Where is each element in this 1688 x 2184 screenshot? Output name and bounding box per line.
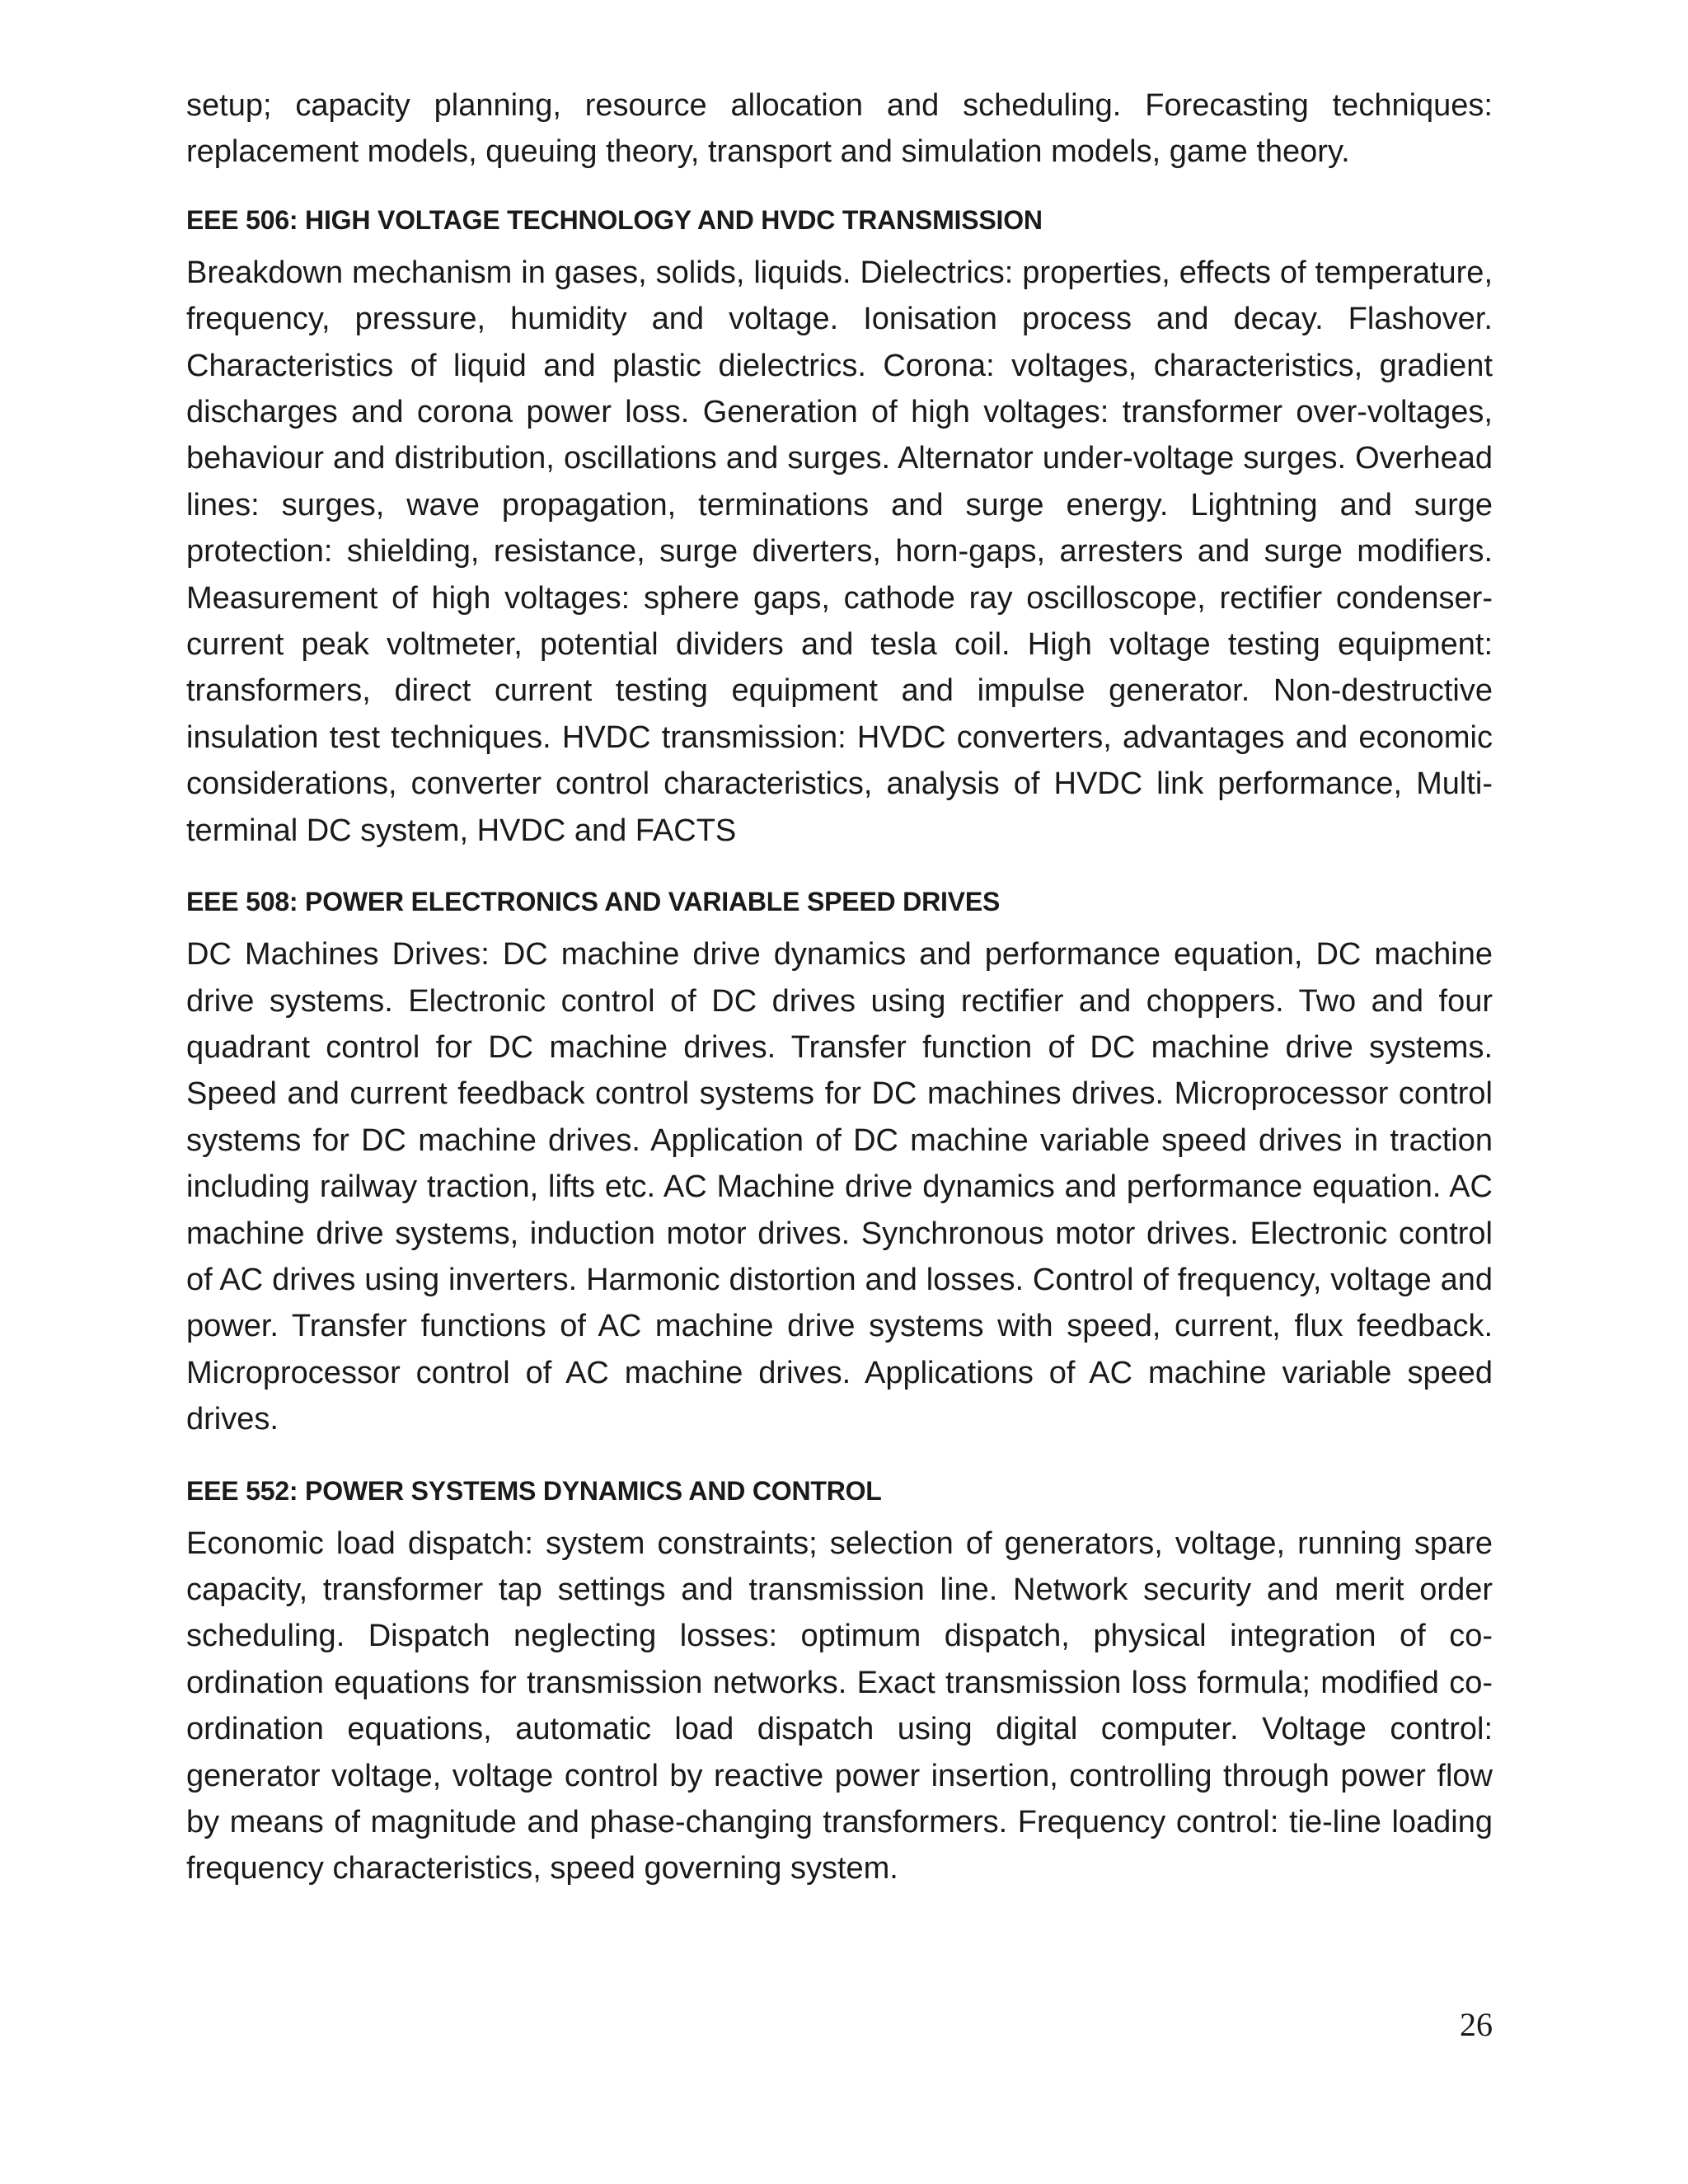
page-number: 26 bbox=[1460, 2006, 1493, 2043]
document-page bbox=[186, 82, 1493, 1892]
section-heading-eee-508: EEE 508: POWER ELECTRONICS AND VARIABLE SPEED DRIVES bbox=[186, 887, 1001, 917]
intro-paragraph: setup; capacity planning, resource allocation and scheduling. Forecasting techniques: replacement models, queuing theory, transport and simulation models, game theory. bbox=[186, 88, 1493, 170]
section-body-eee-552: Economic load dispatch: system constraints; selection of generators, voltage, running spare capacity, transformer tap settings and transmission line. Network security and merit order scheduling. Dispatch neglecting losses: optimum dispatch, physical integration of co-ordination equations for transmission networks. Exact transmission loss formula; modified co-ordination equations, automatic load dispatch using digital computer. Voltage control: generator voltage, voltage control by reactive power insertion, controlling through power flow by means of magnitude and phase-changing transformers. Frequency control: tie-line loading frequency characteristics, speed governing system. bbox=[186, 1526, 1493, 1886]
section-heading-eee-506: EEE 506: HIGH VOLTAGE TECHNOLOGY AND HVDC TRANSMISSION bbox=[186, 204, 1043, 235]
section-body-eee-506: Breakdown mechanism in gases, solids, liquids. Dielectrics: properties, effects of temperature, frequency, pressure, humidity and voltage. Ionisation process and decay. Flashover. Characteristics of liquid and plastic dielectrics. Corona: voltages, characteristics, gradient discharges and corona power loss. Generation of high voltages: transformer over-voltages, behaviour and distribution, oscillations and surges. Alternator under-voltage surges. Overhead lines: surges, wave propagation, terminations and surge energy. Lightning and surge protection: shielding, resistance, surge diverters, horn-gaps, arresters and surge modifiers. Measurement of high voltages: sphere gaps, cathode ray oscilloscope, rectifier condenser-current peak voltmeter, potential dividers and tesla coil. High voltage testing equipment: transformers, direct current testing equipment and impulse generator. Non-destructive insulation test techniques. HVDC transmission: HVDC converters, advantages and economic considerations, converter control characteristics, analysis of HVDC link performance, Multi-terminal DC system, HVDC and FACTS bbox=[186, 255, 1493, 848]
section-body-eee-508: DC Machines Drives: DC machine drive dynamics and performance equation, DC machine drive systems. Electronic control of DC drives using rectifier and choppers. Two and four quadrant control for DC machine drives. Transfer function of DC machine drive systems. Speed and current feedback control systems for DC machines drives. Microprocessor control systems for DC machine drives. Application of DC machine variable speed drives in traction including railway traction, lifts etc. AC Machine drive dynamics and performance equation. AC machine drive systems, induction motor drives. Synchronous motor drives. Electronic control of AC drives using inverters. Harmonic distortion and losses. Control of frequency, voltage and power. Transfer functions of AC machine drive systems with speed, current, flux feedback. Microprocessor control of AC machine drives. Applications of AC machine variable speed drives. bbox=[186, 937, 1493, 1437]
section-heading-eee-552: EEE 552: POWER SYSTEMS DYNAMICS AND CONTROL bbox=[186, 1475, 882, 1506]
